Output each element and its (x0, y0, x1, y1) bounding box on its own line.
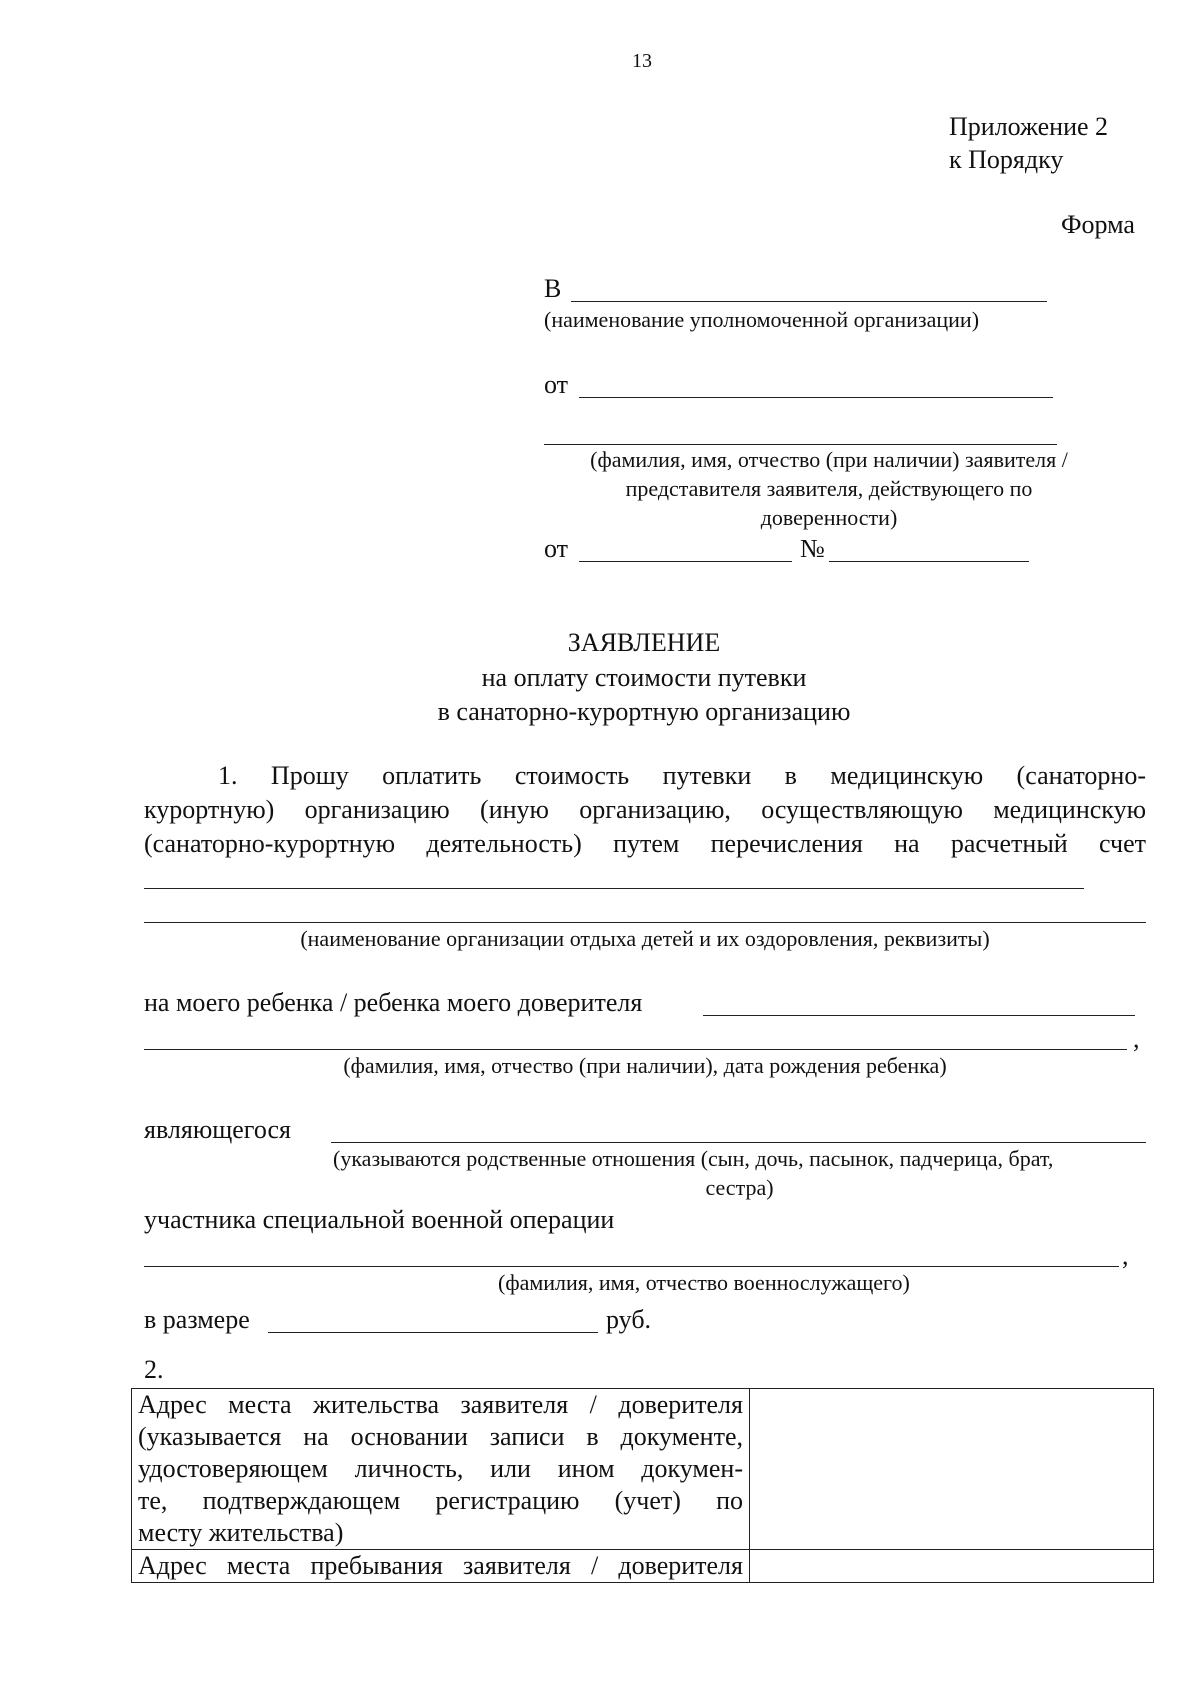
appendix-line-1: Приложение 2 (949, 112, 1109, 141)
from-caption-line-2: представителя заявителя, действующего по (625, 476, 1033, 501)
relation-caption-line-2: сестра) (705, 1175, 774, 1200)
from-caption-line-3: доверенности) (760, 505, 898, 530)
stay-address-value[interactable] (750, 1550, 1154, 1583)
date-field[interactable] (579, 561, 792, 562)
date-prefix: от (544, 534, 569, 563)
serviceman-comma: , (1122, 1241, 1129, 1270)
table-row (132, 1389, 1154, 1550)
relation-field[interactable] (331, 1142, 1146, 1143)
residence-label-line-2: (указывается на основании записи в документе, (138, 1422, 743, 1451)
section1-line-2: курортную) организацию (иную организацию, осуществляющую медицинскую (144, 795, 1146, 824)
residence-label-line-5: месту жительства) (138, 1518, 344, 1547)
from-name-field[interactable] (579, 397, 1053, 398)
table-row (132, 1550, 1154, 1583)
document-subtitle-1: на оплату стоимости путевки (481, 663, 807, 692)
to-caption: (наименование уполномоченной организации) (544, 307, 980, 332)
address-table (131, 1388, 1154, 1583)
amount-prefix: в размере (144, 1305, 250, 1334)
from-caption-line-1: (фамилия, имя, отчество (при наличии) заявителя / (590, 447, 1068, 472)
to-organization-field[interactable] (571, 301, 1047, 302)
stay-label-line-1: Адрес места пребывания заявителя / доверителя (138, 1551, 743, 1580)
serviceman-caption: (фамилия, имя, отчество военнослужащего) (498, 1270, 910, 1295)
amount-field[interactable] (268, 1332, 598, 1333)
number-sign: № (800, 534, 825, 563)
residence-label-line-3: удостоверяющем личность, или ином докумен- (138, 1454, 743, 1483)
from-prefix: от (544, 370, 569, 399)
stay-address-label (132, 1550, 750, 1583)
document-title: ЗАЯВЛЕНИЕ (567, 628, 721, 657)
child-name-field[interactable] (703, 1015, 1135, 1016)
form-label: Форма (1061, 210, 1135, 239)
residence-label-line-1: Адрес места жительства заявителя / доверителя (138, 1390, 743, 1419)
appendix-line-2: к Порядку (949, 145, 1064, 174)
residence-address-value[interactable] (750, 1389, 1154, 1550)
child-name-field-2[interactable] (144, 1049, 1127, 1050)
section1-line-1: 1. Прошу оплатить стоимость путевки в медицинскую (санаторно- (218, 761, 1146, 790)
child-caption: (фамилия, имя, отчество (при наличии), дата рождения ребенка) (343, 1053, 947, 1078)
from-name-field-2[interactable] (544, 444, 1057, 445)
residence-address-label (132, 1389, 750, 1550)
to-prefix: В (544, 274, 562, 303)
amount-suffix: руб. (606, 1305, 652, 1334)
relation-prefix: являющегося (144, 1115, 291, 1144)
org-field-1[interactable] (144, 888, 1084, 889)
org-field-2[interactable] (144, 922, 1146, 923)
serviceman-field[interactable] (144, 1266, 1119, 1267)
child-comma: , (1133, 1024, 1140, 1053)
org-caption: (наименование организации отдыха детей и их оздоровления, реквизиты) (300, 926, 990, 951)
number-field[interactable] (829, 561, 1029, 562)
relation-caption-line-1: (указываются родственные отношения (сын, дочь, пасынок, падчерица, брат, (333, 1146, 1054, 1171)
residence-label-line-4: те, подтверждающем регистрацию (учет) по (138, 1486, 743, 1515)
document-subtitle-2: в санаторно-курортную организацию (437, 697, 851, 726)
section1-line-3: (санаторно-курортную деятельность) путем перечисления на расчетный счет (144, 829, 1146, 858)
section2-number: 2. (144, 1355, 164, 1384)
page-number: 13 (632, 50, 652, 72)
child-prefix: на моего ребенка / ребенка моего доверителя (144, 988, 643, 1017)
participant-line: участника специальной военной операции (144, 1205, 615, 1234)
